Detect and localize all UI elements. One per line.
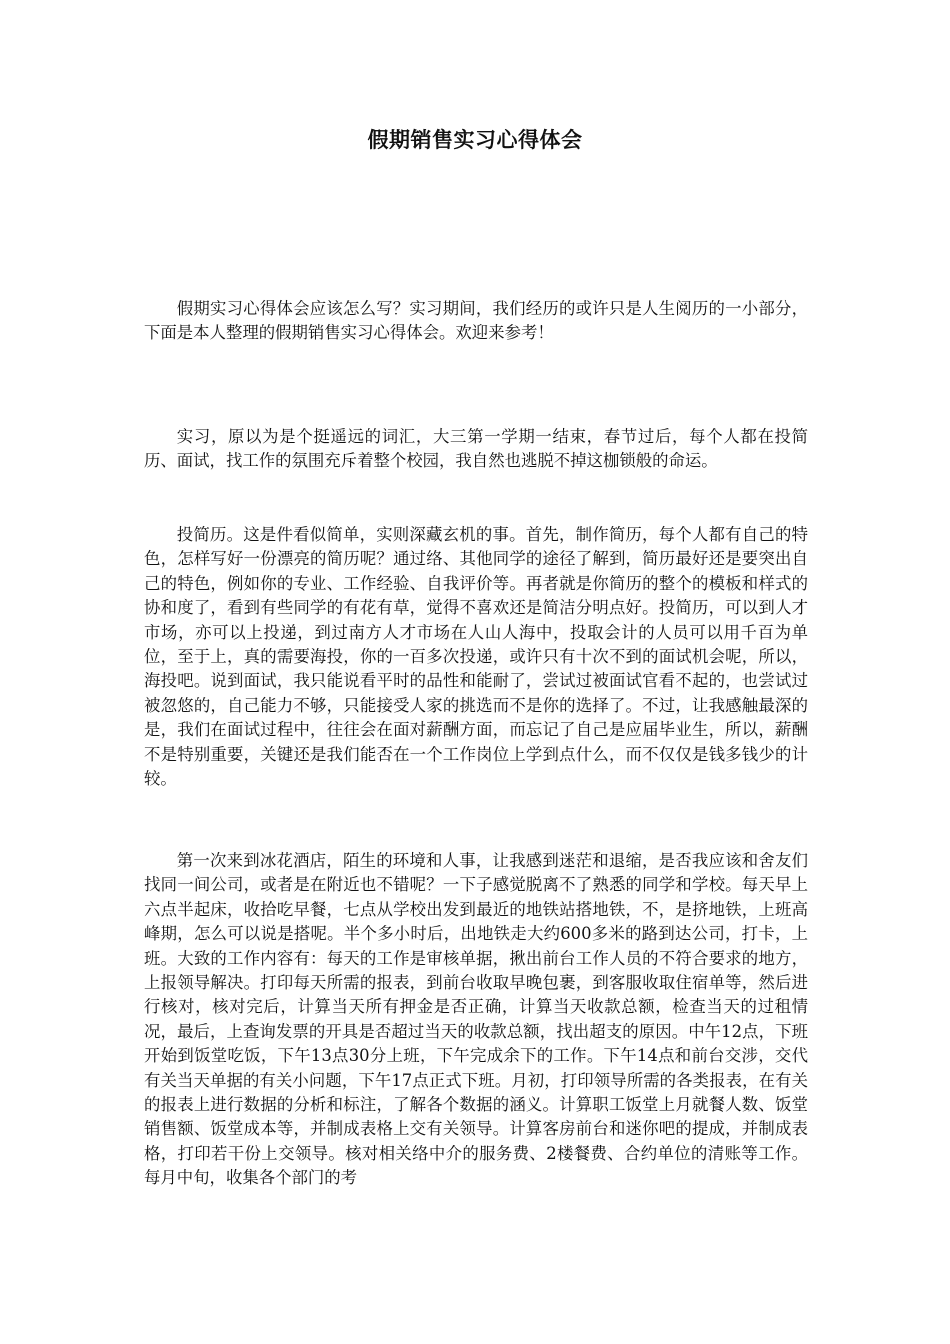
body-paragraph: 投简历。这是件看似简单，实则深藏玄机的事。首先，制作简历，每个人都有自己的特色，怎样写好一份漂亮的简历呢？通过络、其他同学的途径了解到，简历最好还是要突出自己的特色，例如你的专业、工作经验、自我评价等。再者就是你简历的整个的模板和样式的协和度了，看到有些同学的有花有草，觉得不喜欢还是简洁分明点好。投简历，可以到人才市场，亦可以上投递，到过南方人才市场在人山人海中，投取会计的人员可以用千百为单位，至于上，真的需要海投，你的一百多次投递，或许只有十次不到的面试机会呢，所以，海投吧。说到面试，我只能说看平时的品性和能耐了，尝试过被面试官看不起的，也尝试过被忽悠的，自己能力不够，只能接受人家的挑选而不是你的选择了。不过，让我感触最深的是，我们在面试过程中，往往会在面对薪酬方面，而忘记了自己是应届毕业生，所以，薪酬不是特别重要，关键还是我们能否在一个工作岗位上学到点什么，而不仅仅是钱多钱少的计较。	[144, 525, 808, 789]
body-paragraph: 第一次来到冰花酒店，陌生的环境和人事，让我感到迷茫和退缩，是否我应该和舍友们找同一间公司，或者是在附近也不错呢？一下子感觉脱离不了熟悉的同学和学校。每天早上六点半起床，收拾吃早餐，七点从学校出发到最近的地铁站搭地铁，不，是挤地铁，上班高峰期，怎么可以说是搭呢。半个多小时后，出地铁走大约600多米的路到达公司，打卡，上班。大致的工作内容有：每天的工作是审核单据，揪出前台工作人员的不符合要求的地方，上报领导解决。打印每天所需的报表，到前台收取早晚包裹，到客服收取住宿单等，然后进行核对，核对完后，计算当天所有押金是否正确，计算当天收款总额，检查当天的过租情况，最后，上查询发票的开具是否超过当天的收款总额，找出超支的原因。中午12点，下班开始到饭堂吃饭，下午13点30分上班，下午完成余下的工作。下午14点和前台交涉，交代有关当天单据的有关小问题，下午17点正式下班。月初，打印领导所需的各类报表，在有关的报表上进行数据的分析和标注，了解各个数据的涵义。计算职工饭堂上月就餐人数、饭堂销售额、饭堂成本等，并制成表格上交有关领导。计算客房前台和迷你吧的提成，并制成表格，打印若干份上交领导。核对相关络中介的服务费、2楼餐费、合约单位的清账等工作。每月中旬，收集各个部门的考	[144, 851, 808, 1188]
document-title: 假期销售实习心得体会	[367, 127, 583, 152]
intro-paragraph: 假期实习心得体会应该怎么写？实习期间，我们经历的或许只是人生阅历的一小部分，下面是本人整理的假期销售实习心得体会。欢迎来参考！	[144, 299, 808, 343]
body-paragraph: 实习，原以为是个挺遥远的词汇，大三第一学期一结束，春节过后，每个人都在投简历、面试，找工作的氛围充斥着整个校园，我自然也逃脱不掉这枷锁般的命运。	[144, 427, 808, 471]
